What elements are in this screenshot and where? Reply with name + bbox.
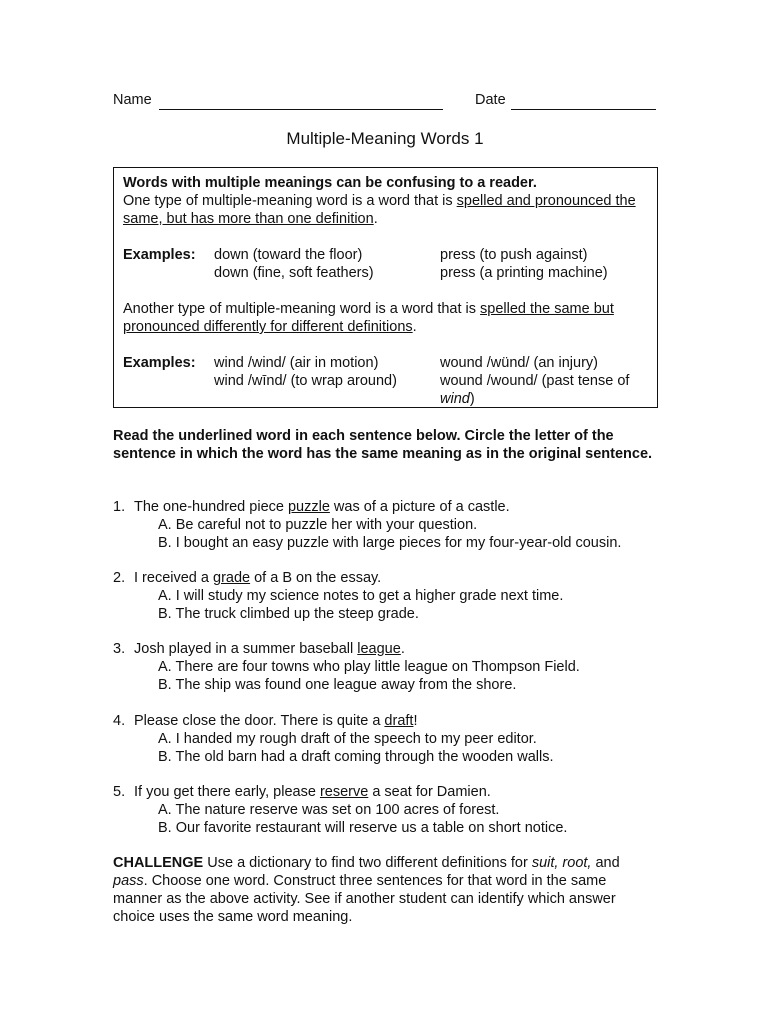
choice-b[interactable]: B. The old barn had a draft coming through the wooden walls. xyxy=(158,749,554,765)
example-wound-2: wound /wound/ (past tense of wind) xyxy=(440,373,630,407)
instructions: Read the underlined word in each sentence below. Circle the letter of the sentence in which the word has the same meaning as in the original sentence. xyxy=(113,428,653,462)
choice-a[interactable]: A. The nature reserve was set on 100 acres of forest. xyxy=(158,802,500,818)
question-4: 4. Please close the door. There is quite a draft! A. I handed my rough draft of the speech to my peer editor. B. The old barn had a draft coming through the wooden walls. xyxy=(113,712,673,766)
example-wound-1: wound /wünd/ (an injury) xyxy=(440,355,598,371)
name-blank-line[interactable] xyxy=(159,92,443,110)
type2-text-pre: Another type of multiple-meaning word is a word that is xyxy=(123,301,481,317)
choice-a[interactable]: A. I will study my science notes to get a higher grade next time. xyxy=(158,588,564,604)
underlined-word: puzzle xyxy=(287,499,330,515)
examples-same-pronunciation xyxy=(123,246,648,282)
underlined-word: draft xyxy=(384,713,414,729)
underlined-word: league xyxy=(357,641,401,657)
choice-a[interactable]: A. There are four towns who play little league on Thompson Field. xyxy=(158,659,580,675)
underlined-word: reserve xyxy=(319,784,369,800)
question-3: 3. Josh played in a summer baseball league. A. There are four towns who play little league on Thompson Field. B. The ship was found one league away from the shore. xyxy=(113,640,673,694)
question-1: 1. The one-hundred piece puzzle was of a picture of a castle. A. Be careful not to puzzle her with your question. B. I bought an easy puzzle with large pieces for my four-year-old cousin. xyxy=(113,498,673,552)
type2-text-post: . xyxy=(412,319,417,335)
question-2: 2. I received a grade of a B on the essay. A. I will study my science notes to get a higher grade next time. B. The truck climbed up the steep grade. xyxy=(113,569,673,623)
intro-text-post: . xyxy=(373,211,378,227)
choice-a[interactable]: A. Be careful not to puzzle her with your question. xyxy=(158,517,478,533)
date-blank-line[interactable] xyxy=(511,92,656,110)
question-5: 5. If you get there early, please reserve a seat for Damien. A. The nature reserve was set on 100 acres of forest. B. Our favorite restaurant will reserve us a table on short notice. xyxy=(113,783,673,837)
underlined-word: grade xyxy=(213,570,251,586)
type2-text-underlined: spelled the same but pronounced differently for different definitions xyxy=(123,301,614,335)
example-down-2: down (fine, soft feathers) xyxy=(214,265,374,281)
challenge-label: CHALLENGE xyxy=(113,855,204,871)
example-wind-2: wind /wīnd/ (to wrap around) xyxy=(214,373,397,389)
page-title: Multiple-Meaning Words 1 xyxy=(286,129,484,148)
example-press-2: press (a printing machine) xyxy=(440,265,608,281)
examples-different-pronunciation xyxy=(123,354,648,407)
choice-b[interactable]: B. I bought an easy puzzle with large pieces for my four-year-old cousin. xyxy=(158,535,622,551)
name-label: Name xyxy=(113,92,152,108)
choice-a[interactable]: A. I handed my rough draft of the speech to my peer editor. xyxy=(158,731,537,747)
choice-b[interactable]: B. The truck climbed up the steep grade. xyxy=(158,606,419,622)
example-press-1: press (to push against) xyxy=(440,247,588,263)
intro-text-pre: One type of multiple-meaning word is a word that is xyxy=(123,193,457,209)
date-label: Date xyxy=(475,92,506,108)
intro-text-underlined: spelled and pronounced the same, but has more than one definition xyxy=(123,193,636,227)
name-date-row xyxy=(113,92,658,112)
intro-heading: Words with multiple meanings can be confusing to a reader. xyxy=(123,175,537,191)
examples-label: Examples: xyxy=(123,355,196,371)
examples-label: Examples: xyxy=(123,247,196,263)
definition-box xyxy=(113,167,658,408)
challenge-paragraph: CHALLENGE Use a dictionary to find two different definitions for suit, root, and pass. Choose one word. Construct three sentences for that word in the same manner as the above activity. See if another student can identify which answer choice uses the same word meaning. xyxy=(113,855,620,925)
choice-b[interactable]: B. The ship was found one league away from the shore. xyxy=(158,677,517,693)
choice-b[interactable]: B. Our favorite restaurant will reserve us a table on short notice. xyxy=(158,820,568,836)
example-down-1: down (toward the floor) xyxy=(214,247,363,263)
example-wind-1: wind /wind/ (air in motion) xyxy=(214,355,379,371)
